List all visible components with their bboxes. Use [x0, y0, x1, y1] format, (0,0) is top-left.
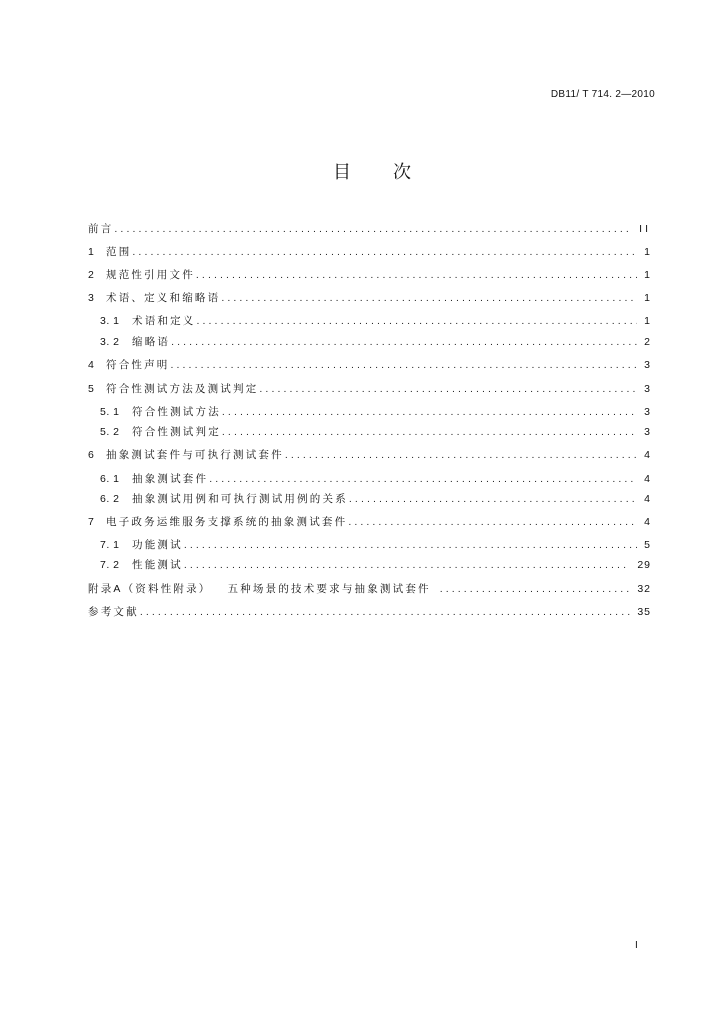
toc-entry-number: 7. 1	[100, 539, 120, 551]
standard-code-header: DB11/ T 714. 2—2010	[550, 89, 655, 100]
dot-leader	[222, 405, 637, 419]
page-title: 目 次	[333, 162, 423, 182]
toc-entry	[88, 222, 651, 236]
toc-entry-label: 术语、定义和缩略语	[106, 292, 221, 304]
toc-subentry	[100, 314, 651, 328]
toc-entry-number: 7	[88, 516, 95, 528]
toc-subentry	[100, 335, 651, 349]
toc-entry-page: 3	[644, 359, 651, 371]
toc-entry-number: 4	[88, 359, 95, 371]
toc-entry-appendix	[88, 582, 651, 596]
toc-subentry	[100, 472, 651, 486]
toc-entry-page: 3	[644, 426, 651, 438]
toc-entry-page: 1	[644, 292, 651, 304]
dot-leader	[285, 448, 637, 462]
dot-leader	[140, 605, 631, 619]
toc-entry-label: 符合性声明	[106, 359, 170, 371]
toc-entry-page: II	[639, 223, 651, 235]
toc-entry-page: 4	[644, 516, 651, 528]
toc-entry	[88, 245, 651, 259]
toc-entry-label: 性能测试	[132, 559, 183, 571]
toc-entry	[88, 448, 651, 462]
toc-entry	[88, 291, 651, 305]
toc-entry-number: 6. 1	[100, 473, 120, 485]
toc-entry-page: 1	[644, 246, 651, 258]
dot-leader	[132, 245, 637, 259]
toc-entry-label: 符合性测试方法	[132, 406, 221, 418]
toc-subentry	[100, 558, 651, 572]
toc-entry-page: 32	[637, 583, 651, 595]
page-number: I	[635, 940, 638, 951]
toc-subentry	[100, 405, 651, 419]
toc-entry-label: 参考文献	[88, 606, 139, 618]
toc-entry-page: 1	[644, 315, 651, 327]
toc-entry-label: 范围	[106, 246, 132, 258]
toc-entry	[88, 268, 651, 282]
toc-entry-label: 符合性测试方法及测试判定	[106, 383, 259, 395]
dot-leader	[196, 268, 637, 282]
toc-entry-number: 1	[88, 246, 95, 258]
toc-entry-label: 抽象测试用例和可执行测试用例的关系	[132, 493, 348, 505]
toc-entry-label: 抽象测试套件	[132, 473, 209, 485]
dot-leader	[259, 382, 637, 396]
dot-leader	[184, 558, 631, 572]
toc-entry-number: 2	[88, 269, 95, 281]
toc-entry	[88, 358, 651, 372]
toc-entry-page: 4	[644, 449, 651, 461]
dot-leader	[209, 472, 637, 486]
toc-entry-number: 7. 2	[100, 559, 120, 571]
toc-entry-label: 符合性测试判定	[132, 426, 221, 438]
toc-entry-number: 3. 1	[100, 315, 120, 327]
toc-entry-page: 4	[644, 473, 651, 485]
toc-entry-label: 术语和定义	[132, 315, 196, 327]
dot-leader	[222, 425, 637, 439]
toc-subentry	[100, 492, 651, 506]
dot-leader	[184, 538, 637, 552]
dot-leader	[171, 358, 638, 372]
toc-entry-label: 抽象测试套件与可执行测试套件	[106, 449, 284, 461]
toc-entry-page: 35	[637, 606, 651, 618]
dot-leader	[440, 582, 631, 596]
toc-entry-page: 3	[644, 406, 651, 418]
toc-entry-label: 规范性引用文件	[106, 269, 195, 281]
toc-subentry	[100, 425, 651, 439]
toc-entry-page: 3	[644, 383, 651, 395]
toc-entry	[88, 382, 651, 396]
toc-entry-number: 5. 1	[100, 406, 120, 418]
toc-entry-number: 3	[88, 292, 95, 304]
dot-leader	[221, 291, 637, 305]
dot-leader	[114, 222, 632, 236]
toc-entry-page: 4	[644, 493, 651, 505]
toc-entry-label: 缩略语	[132, 336, 171, 348]
toc-entry-label: 五种场景的技术要求与抽象测试套件	[227, 583, 431, 595]
toc-entry-page: 2	[644, 336, 651, 348]
toc-entry-number: 6. 2	[100, 493, 120, 505]
appendix-designation: 附录A（资料性附录）	[88, 583, 212, 595]
toc-entry	[88, 515, 651, 529]
toc-entry	[88, 605, 651, 619]
toc-entry-number: 5	[88, 383, 95, 395]
toc-entry-page: 1	[644, 269, 651, 281]
toc-entry-label: 前言	[88, 223, 114, 235]
toc-subentry	[100, 538, 651, 552]
toc-entry-label: 功能测试	[132, 539, 183, 551]
dot-leader	[197, 314, 638, 328]
dot-leader	[348, 515, 637, 529]
toc-entry-number: 6	[88, 449, 95, 461]
toc-entry-page: 29	[637, 559, 651, 571]
dot-leader	[171, 335, 637, 349]
toc-entry-label: 电子政务运维服务支撑系统的抽象测试套件	[106, 516, 348, 528]
dot-leader	[349, 492, 637, 506]
toc-entry-number: 3. 2	[100, 336, 120, 348]
toc-entry-number: 5. 2	[100, 426, 120, 438]
toc-entry-page: 5	[644, 539, 651, 551]
